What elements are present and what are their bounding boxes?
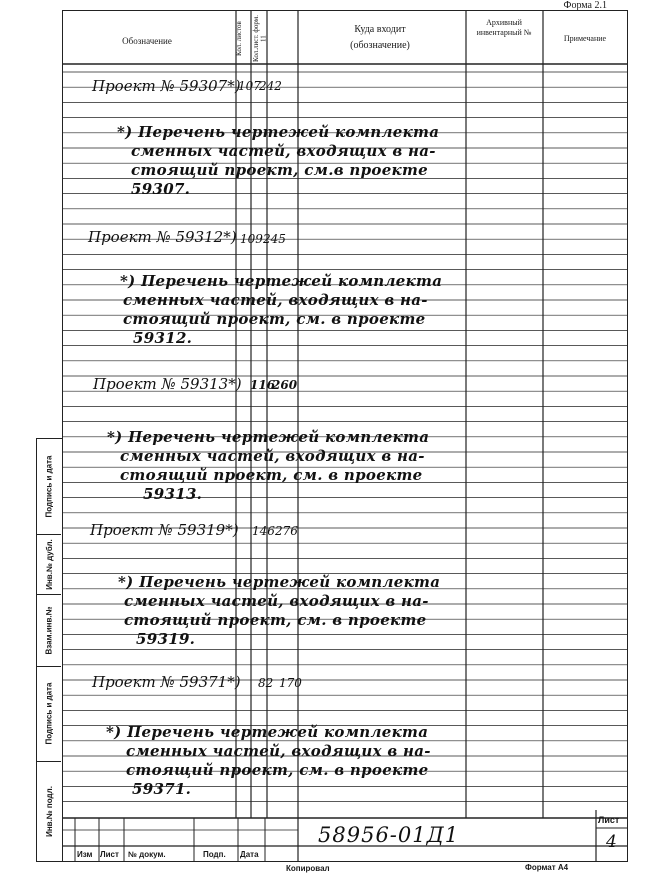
sidebar-label: Взам.инв.№: [44, 605, 54, 655]
note-line: сменных частей, входящих в на-: [120, 447, 425, 465]
note-line: 59313.: [143, 485, 203, 503]
note-line: стоящий проект, см. в проекте: [124, 611, 427, 629]
note-line: сменных частей, входящих в на-: [126, 742, 431, 760]
stamp-izm: Изм: [77, 850, 93, 859]
stamp-sheet-label: Лист: [598, 815, 620, 825]
footer-format: Формат А4: [525, 863, 569, 872]
stamp-sign: Подп.: [203, 850, 226, 859]
sidebar-label: Подпись и дата: [44, 455, 54, 518]
project-entry: Проект № 59371*): [92, 673, 241, 691]
form-label: Форма 2.1: [563, 0, 607, 11]
stamp-list: Лист: [100, 850, 119, 859]
header-designation: Обозначение: [122, 36, 172, 46]
sidebar-label: Инв.№ подл.: [44, 785, 54, 837]
project-entry: Проект № 59307*): [92, 77, 241, 95]
note-line: 59371.: [132, 780, 192, 798]
sidebar-cell: [37, 534, 61, 595]
header-sheet-count: Кол. листов: [235, 21, 243, 57]
sheet-count-value: 82: [258, 676, 274, 690]
format-count-value: 260: [272, 378, 298, 392]
note-line: 59312.: [133, 329, 193, 347]
side-approval-column: [36, 438, 62, 862]
note-line: сменных частей, входящих в на-: [124, 592, 429, 610]
note-line: стоящий проект, см. в проекте: [126, 761, 429, 779]
header-notes: Примечание: [563, 34, 607, 43]
note-line: *) Перечень чертежей комплекта: [118, 573, 441, 591]
sheet-count-value: 116: [250, 378, 276, 392]
sidebar-label: Подпись и дата: [44, 682, 54, 745]
stamp-sheet-value: 4: [606, 832, 617, 852]
sidebar-cell: [37, 761, 61, 861]
format-count-value: 245: [263, 232, 286, 246]
note-line: *) Перечень чертежей комплекта: [117, 123, 440, 141]
header-goes-where-sub: (обозначение): [350, 40, 410, 51]
note-line: *) Перечень чертежей комплекта: [120, 272, 443, 290]
sheet-count-value: 107: [238, 79, 261, 93]
note-line: сменных частей, входящих в на-: [131, 142, 436, 160]
format-count-value: 276: [275, 524, 298, 538]
note-line: *) Перечень чертежей комплекта: [107, 428, 430, 446]
note-line: 59319.: [136, 630, 196, 648]
stamp-date: Дата: [240, 850, 259, 859]
sheet-count-value: 146: [252, 524, 275, 538]
project-entry: Проект № 59319*): [90, 521, 239, 539]
note-line: стоящий проект, см.в проекте: [131, 161, 429, 179]
header-archive: Архивный инвентарный №: [476, 18, 532, 37]
project-entry: Проект № 59313*): [93, 375, 242, 393]
sidebar-cell: [37, 666, 61, 762]
note-line: стоящий проект, см. в проекте: [123, 310, 426, 328]
document-code: 58956-01Д1: [318, 823, 460, 847]
sidebar-label: Инв.№ дубл.: [44, 538, 54, 590]
header-format-count: Кол.лист. форм. 11: [252, 15, 268, 63]
note-line: *) Перечень чертежей комплекта: [106, 723, 429, 741]
stamp-doc-no: № докум.: [128, 850, 166, 859]
format-count-value: 242: [259, 79, 282, 93]
sidebar-cell: [37, 594, 61, 667]
sidebar-cell: [37, 439, 61, 535]
footer-copied: Копировал: [286, 864, 330, 873]
note-line: стоящий проект, см. в проекте: [120, 466, 423, 484]
header-goes-where: Куда входит: [354, 24, 406, 35]
format-count-value: 170: [279, 676, 302, 690]
sheet-count-value: 109: [240, 232, 263, 246]
project-entry: Проект № 59312*): [88, 228, 237, 246]
note-line: 59307.: [131, 180, 191, 198]
note-line: сменных частей, входящих в на-: [123, 291, 428, 309]
